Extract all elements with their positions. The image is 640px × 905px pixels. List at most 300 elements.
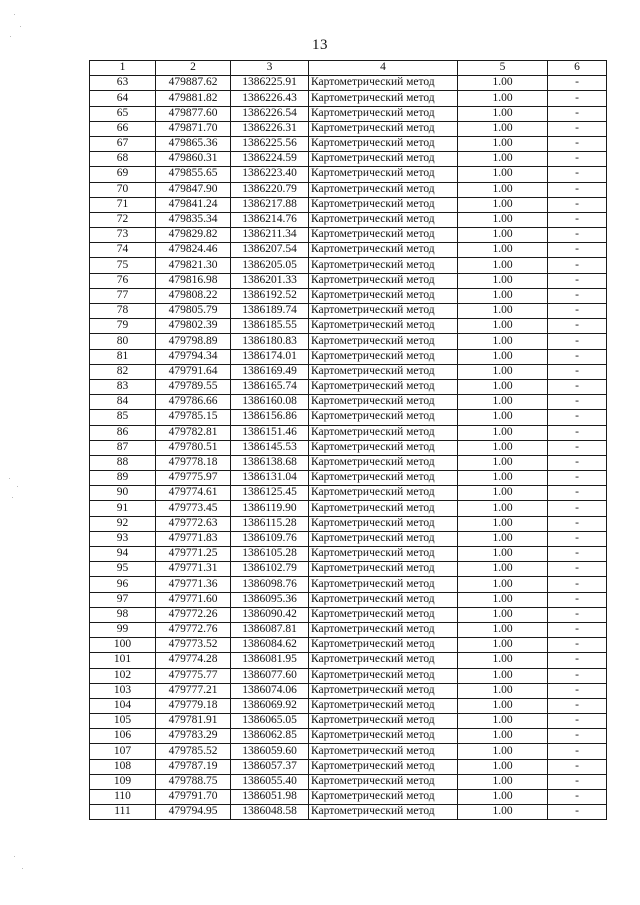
point-number-cell: 83 xyxy=(90,379,156,394)
accuracy-cell: 1.00 xyxy=(458,744,548,759)
x-coordinate-cell: 479847.90 xyxy=(156,182,231,197)
y-coordinate-cell: 1386119.90 xyxy=(231,501,309,516)
method-cell: Картометрический метод xyxy=(309,714,458,729)
point-number-cell: 68 xyxy=(90,152,156,167)
note-cell: - xyxy=(548,410,607,425)
method-cell: Картометрический метод xyxy=(309,774,458,789)
note-cell: - xyxy=(548,243,607,258)
y-coordinate-cell: 1386165.74 xyxy=(231,379,309,394)
accuracy-cell: 1.00 xyxy=(458,638,548,653)
header-col-3: 3 xyxy=(231,61,309,76)
method-cell: Картометрический метод xyxy=(309,516,458,531)
accuracy-cell: 1.00 xyxy=(458,304,548,319)
point-number-cell: 79 xyxy=(90,319,156,334)
table-row xyxy=(90,212,607,227)
note-cell: - xyxy=(548,152,607,167)
table-row xyxy=(90,714,607,729)
x-coordinate-cell: 479787.19 xyxy=(156,759,231,774)
accuracy-cell: 1.00 xyxy=(458,121,548,136)
note-cell: - xyxy=(548,698,607,713)
y-coordinate-cell: 1386224.59 xyxy=(231,152,309,167)
y-coordinate-cell: 1386051.98 xyxy=(231,790,309,805)
method-cell: Картометрический метод xyxy=(309,288,458,303)
table-row xyxy=(90,592,607,607)
scan-speck xyxy=(17,486,18,487)
point-number-cell: 71 xyxy=(90,197,156,212)
x-coordinate-cell: 479781.91 xyxy=(156,714,231,729)
x-coordinate-cell: 479824.46 xyxy=(156,243,231,258)
table-row xyxy=(90,622,607,637)
x-coordinate-cell: 479802.39 xyxy=(156,319,231,334)
method-cell: Картометрический метод xyxy=(309,562,458,577)
point-number-cell: 87 xyxy=(90,440,156,455)
accuracy-cell: 1.00 xyxy=(458,182,548,197)
note-cell: - xyxy=(548,288,607,303)
y-coordinate-cell: 1386098.76 xyxy=(231,577,309,592)
accuracy-cell: 1.00 xyxy=(458,607,548,622)
x-coordinate-cell: 479775.97 xyxy=(156,471,231,486)
table-row xyxy=(90,395,607,410)
point-number-cell: 89 xyxy=(90,471,156,486)
accuracy-cell: 1.00 xyxy=(458,774,548,789)
note-cell: - xyxy=(548,197,607,212)
point-number-cell: 82 xyxy=(90,364,156,379)
x-coordinate-cell: 479788.75 xyxy=(156,774,231,789)
table-row xyxy=(90,440,607,455)
note-cell: - xyxy=(548,486,607,501)
accuracy-cell: 1.00 xyxy=(458,471,548,486)
point-number-cell: 109 xyxy=(90,774,156,789)
method-cell: Картометрический метод xyxy=(309,790,458,805)
note-cell: - xyxy=(548,714,607,729)
y-coordinate-cell: 1386207.54 xyxy=(231,243,309,258)
x-coordinate-cell: 479855.65 xyxy=(156,167,231,182)
note-cell: - xyxy=(548,729,607,744)
point-number-cell: 74 xyxy=(90,243,156,258)
y-coordinate-cell: 1386084.62 xyxy=(231,638,309,653)
note-cell: - xyxy=(548,182,607,197)
accuracy-cell: 1.00 xyxy=(458,212,548,227)
y-coordinate-cell: 1386090.42 xyxy=(231,607,309,622)
table-row xyxy=(90,562,607,577)
note-cell: - xyxy=(548,653,607,668)
note-cell: - xyxy=(548,562,607,577)
table-row xyxy=(90,607,607,622)
accuracy-cell: 1.00 xyxy=(458,592,548,607)
point-number-cell: 85 xyxy=(90,410,156,425)
y-coordinate-cell: 1386055.40 xyxy=(231,774,309,789)
header-col-5: 5 xyxy=(458,61,548,76)
accuracy-cell: 1.00 xyxy=(458,790,548,805)
table-row xyxy=(90,455,607,470)
x-coordinate-cell: 479772.63 xyxy=(156,516,231,531)
table-row xyxy=(90,91,607,106)
accuracy-cell: 1.00 xyxy=(458,440,548,455)
y-coordinate-cell: 1386138.68 xyxy=(231,455,309,470)
point-number-cell: 97 xyxy=(90,592,156,607)
point-number-cell: 81 xyxy=(90,349,156,364)
x-coordinate-cell: 479887.62 xyxy=(156,76,231,91)
note-cell: - xyxy=(548,136,607,151)
note-cell: - xyxy=(548,607,607,622)
method-cell: Картометрический метод xyxy=(309,653,458,668)
x-coordinate-cell: 479775.77 xyxy=(156,668,231,683)
y-coordinate-cell: 1386225.91 xyxy=(231,76,309,91)
x-coordinate-cell: 479772.76 xyxy=(156,622,231,637)
note-cell: - xyxy=(548,501,607,516)
table-row xyxy=(90,258,607,273)
point-number-cell: 104 xyxy=(90,698,156,713)
accuracy-cell: 1.00 xyxy=(458,76,548,91)
accuracy-cell: 1.00 xyxy=(458,136,548,151)
note-cell: - xyxy=(548,759,607,774)
x-coordinate-cell: 479841.24 xyxy=(156,197,231,212)
note-cell: - xyxy=(548,683,607,698)
x-coordinate-cell: 479780.51 xyxy=(156,440,231,455)
method-cell: Картометрический метод xyxy=(309,698,458,713)
method-cell: Картометрический метод xyxy=(309,729,458,744)
scan-speck xyxy=(10,36,11,37)
method-cell: Картометрический метод xyxy=(309,76,458,91)
accuracy-cell: 1.00 xyxy=(458,516,548,531)
accuracy-cell: 1.00 xyxy=(458,364,548,379)
accuracy-cell: 1.00 xyxy=(458,379,548,394)
scan-speck xyxy=(14,14,15,15)
y-coordinate-cell: 1386189.74 xyxy=(231,304,309,319)
accuracy-cell: 1.00 xyxy=(458,258,548,273)
note-cell: - xyxy=(548,425,607,440)
table-row xyxy=(90,364,607,379)
table-row xyxy=(90,486,607,501)
y-coordinate-cell: 1386062.85 xyxy=(231,729,309,744)
point-number-cell: 106 xyxy=(90,729,156,744)
y-coordinate-cell: 1386225.56 xyxy=(231,136,309,151)
y-coordinate-cell: 1386105.28 xyxy=(231,547,309,562)
table-row xyxy=(90,121,607,136)
method-cell: Картометрический метод xyxy=(309,319,458,334)
y-coordinate-cell: 1386174.01 xyxy=(231,349,309,364)
y-coordinate-cell: 1386069.92 xyxy=(231,698,309,713)
method-cell: Картометрический метод xyxy=(309,273,458,288)
point-number-cell: 90 xyxy=(90,486,156,501)
table-row xyxy=(90,76,607,91)
note-cell: - xyxy=(548,258,607,273)
x-coordinate-cell: 479821.30 xyxy=(156,258,231,273)
accuracy-cell: 1.00 xyxy=(458,698,548,713)
point-number-cell: 69 xyxy=(90,167,156,182)
table-row xyxy=(90,501,607,516)
method-cell: Картометрический метод xyxy=(309,577,458,592)
x-coordinate-cell: 479774.28 xyxy=(156,653,231,668)
method-cell: Картометрический метод xyxy=(309,395,458,410)
table-row xyxy=(90,774,607,789)
method-cell: Картометрический метод xyxy=(309,410,458,425)
y-coordinate-cell: 1386185.55 xyxy=(231,319,309,334)
accuracy-cell: 1.00 xyxy=(458,106,548,121)
note-cell: - xyxy=(548,121,607,136)
table-row xyxy=(90,516,607,531)
accuracy-cell: 1.00 xyxy=(458,425,548,440)
y-coordinate-cell: 1386151.46 xyxy=(231,425,309,440)
table-row xyxy=(90,653,607,668)
accuracy-cell: 1.00 xyxy=(458,273,548,288)
note-cell: - xyxy=(548,455,607,470)
table-row xyxy=(90,288,607,303)
x-coordinate-cell: 479865.36 xyxy=(156,136,231,151)
table-row xyxy=(90,410,607,425)
point-number-cell: 75 xyxy=(90,258,156,273)
note-cell: - xyxy=(548,304,607,319)
point-number-cell: 86 xyxy=(90,425,156,440)
point-number-cell: 111 xyxy=(90,805,156,820)
point-number-cell: 93 xyxy=(90,531,156,546)
table-row xyxy=(90,744,607,759)
method-cell: Картометрический метод xyxy=(309,759,458,774)
x-coordinate-cell: 479771.36 xyxy=(156,577,231,592)
x-coordinate-cell: 479773.52 xyxy=(156,638,231,653)
note-cell: - xyxy=(548,349,607,364)
x-coordinate-cell: 479877.60 xyxy=(156,106,231,121)
x-coordinate-cell: 479777.21 xyxy=(156,683,231,698)
x-coordinate-cell: 479789.55 xyxy=(156,379,231,394)
accuracy-cell: 1.00 xyxy=(458,455,548,470)
y-coordinate-cell: 1386102.79 xyxy=(231,562,309,577)
method-cell: Картометрический метод xyxy=(309,212,458,227)
table-row xyxy=(90,759,607,774)
method-cell: Картометрический метод xyxy=(309,152,458,167)
note-cell: - xyxy=(548,379,607,394)
note-cell: - xyxy=(548,622,607,637)
point-number-cell: 107 xyxy=(90,744,156,759)
point-number-cell: 110 xyxy=(90,790,156,805)
note-cell: - xyxy=(548,212,607,227)
y-coordinate-cell: 1386205.05 xyxy=(231,258,309,273)
header-col-1: 1 xyxy=(90,61,156,76)
point-number-cell: 77 xyxy=(90,288,156,303)
table-row xyxy=(90,167,607,182)
y-coordinate-cell: 1386059.60 xyxy=(231,744,309,759)
y-coordinate-cell: 1386214.76 xyxy=(231,212,309,227)
x-coordinate-cell: 479783.29 xyxy=(156,729,231,744)
y-coordinate-cell: 1386211.34 xyxy=(231,228,309,243)
x-coordinate-cell: 479871.70 xyxy=(156,121,231,136)
table-row xyxy=(90,790,607,805)
x-coordinate-cell: 479772.26 xyxy=(156,607,231,622)
table-row xyxy=(90,182,607,197)
method-cell: Картометрический метод xyxy=(309,501,458,516)
table-row xyxy=(90,273,607,288)
x-coordinate-cell: 479779.18 xyxy=(156,698,231,713)
y-coordinate-cell: 1386074.06 xyxy=(231,683,309,698)
y-coordinate-cell: 1386081.95 xyxy=(231,653,309,668)
accuracy-cell: 1.00 xyxy=(458,228,548,243)
accuracy-cell: 1.00 xyxy=(458,501,548,516)
note-cell: - xyxy=(548,440,607,455)
table-header-row xyxy=(90,61,607,76)
method-cell: Картометрический метод xyxy=(309,258,458,273)
y-coordinate-cell: 1386223.40 xyxy=(231,167,309,182)
header-col-6: 6 xyxy=(548,61,607,76)
method-cell: Картометрический метод xyxy=(309,91,458,106)
table-row xyxy=(90,379,607,394)
table-row xyxy=(90,531,607,546)
accuracy-cell: 1.00 xyxy=(458,349,548,364)
x-coordinate-cell: 479771.25 xyxy=(156,547,231,562)
method-cell: Картометрический метод xyxy=(309,622,458,637)
table-row xyxy=(90,197,607,212)
note-cell: - xyxy=(548,76,607,91)
x-coordinate-cell: 479808.22 xyxy=(156,288,231,303)
accuracy-cell: 1.00 xyxy=(458,486,548,501)
note-cell: - xyxy=(548,471,607,486)
method-cell: Картометрический метод xyxy=(309,531,458,546)
table-row xyxy=(90,319,607,334)
table-row xyxy=(90,698,607,713)
accuracy-cell: 1.00 xyxy=(458,714,548,729)
header-col-2: 2 xyxy=(156,61,231,76)
y-coordinate-cell: 1386226.31 xyxy=(231,121,309,136)
y-coordinate-cell: 1386095.36 xyxy=(231,592,309,607)
table-row xyxy=(90,349,607,364)
method-cell: Картометрический метод xyxy=(309,440,458,455)
method-cell: Картометрический метод xyxy=(309,668,458,683)
accuracy-cell: 1.00 xyxy=(458,152,548,167)
x-coordinate-cell: 479774.61 xyxy=(156,486,231,501)
y-coordinate-cell: 1386169.49 xyxy=(231,364,309,379)
method-cell: Картометрический метод xyxy=(309,471,458,486)
coordinates-table xyxy=(89,60,607,820)
accuracy-cell: 1.00 xyxy=(458,197,548,212)
method-cell: Картометрический метод xyxy=(309,197,458,212)
note-cell: - xyxy=(548,774,607,789)
table-row xyxy=(90,668,607,683)
note-cell: - xyxy=(548,790,607,805)
table-row xyxy=(90,577,607,592)
accuracy-cell: 1.00 xyxy=(458,729,548,744)
table-row xyxy=(90,334,607,349)
x-coordinate-cell: 479794.34 xyxy=(156,349,231,364)
note-cell: - xyxy=(548,91,607,106)
table-row xyxy=(90,243,607,258)
y-coordinate-cell: 1386180.83 xyxy=(231,334,309,349)
point-number-cell: 78 xyxy=(90,304,156,319)
method-cell: Картометрический метод xyxy=(309,121,458,136)
note-cell: - xyxy=(548,395,607,410)
y-coordinate-cell: 1386131.04 xyxy=(231,471,309,486)
point-number-cell: 101 xyxy=(90,653,156,668)
point-number-cell: 76 xyxy=(90,273,156,288)
point-number-cell: 67 xyxy=(90,136,156,151)
table-row xyxy=(90,805,607,820)
point-number-cell: 95 xyxy=(90,562,156,577)
note-cell: - xyxy=(548,547,607,562)
method-cell: Картометрический метод xyxy=(309,334,458,349)
note-cell: - xyxy=(548,106,607,121)
method-cell: Картометрический метод xyxy=(309,805,458,820)
table-row xyxy=(90,425,607,440)
point-number-cell: 91 xyxy=(90,501,156,516)
scan-speck xyxy=(12,497,13,498)
x-coordinate-cell: 479773.45 xyxy=(156,501,231,516)
scan-speck xyxy=(14,856,15,857)
table-row xyxy=(90,471,607,486)
method-cell: Картометрический метод xyxy=(309,349,458,364)
point-number-cell: 73 xyxy=(90,228,156,243)
method-cell: Картометрический метод xyxy=(309,243,458,258)
accuracy-cell: 1.00 xyxy=(458,547,548,562)
table-row xyxy=(90,136,607,151)
point-number-cell: 80 xyxy=(90,334,156,349)
table-row xyxy=(90,638,607,653)
x-coordinate-cell: 479860.31 xyxy=(156,152,231,167)
note-cell: - xyxy=(548,364,607,379)
point-number-cell: 70 xyxy=(90,182,156,197)
y-coordinate-cell: 1386160.08 xyxy=(231,395,309,410)
y-coordinate-cell: 1386065.05 xyxy=(231,714,309,729)
x-coordinate-cell: 479778.18 xyxy=(156,455,231,470)
point-number-cell: 108 xyxy=(90,759,156,774)
x-coordinate-cell: 479816.98 xyxy=(156,273,231,288)
y-coordinate-cell: 1386226.54 xyxy=(231,106,309,121)
point-number-cell: 72 xyxy=(90,212,156,227)
y-coordinate-cell: 1386217.88 xyxy=(231,197,309,212)
accuracy-cell: 1.00 xyxy=(458,395,548,410)
method-cell: Картометрический метод xyxy=(309,425,458,440)
note-cell: - xyxy=(548,668,607,683)
x-coordinate-cell: 479785.52 xyxy=(156,744,231,759)
y-coordinate-cell: 1386087.81 xyxy=(231,622,309,637)
note-cell: - xyxy=(548,516,607,531)
method-cell: Картометрический метод xyxy=(309,455,458,470)
x-coordinate-cell: 479791.64 xyxy=(156,364,231,379)
note-cell: - xyxy=(548,273,607,288)
method-cell: Картометрический метод xyxy=(309,592,458,607)
method-cell: Картометрический метод xyxy=(309,228,458,243)
y-coordinate-cell: 1386145.53 xyxy=(231,440,309,455)
scan-speck xyxy=(22,868,23,869)
table-row xyxy=(90,547,607,562)
method-cell: Картометрический метод xyxy=(309,136,458,151)
accuracy-cell: 1.00 xyxy=(458,562,548,577)
x-coordinate-cell: 479771.31 xyxy=(156,562,231,577)
accuracy-cell: 1.00 xyxy=(458,668,548,683)
note-cell: - xyxy=(548,577,607,592)
accuracy-cell: 1.00 xyxy=(458,91,548,106)
point-number-cell: 92 xyxy=(90,516,156,531)
note-cell: - xyxy=(548,744,607,759)
table-row xyxy=(90,304,607,319)
x-coordinate-cell: 479881.82 xyxy=(156,91,231,106)
method-cell: Картометрический метод xyxy=(309,744,458,759)
table-row xyxy=(90,106,607,121)
x-coordinate-cell: 479805.79 xyxy=(156,304,231,319)
x-coordinate-cell: 479785.15 xyxy=(156,410,231,425)
method-cell: Картометрический метод xyxy=(309,638,458,653)
scan-speck xyxy=(9,478,10,479)
point-number-cell: 99 xyxy=(90,622,156,637)
method-cell: Картометрический метод xyxy=(309,364,458,379)
accuracy-cell: 1.00 xyxy=(458,577,548,592)
table-row xyxy=(90,729,607,744)
point-number-cell: 105 xyxy=(90,714,156,729)
table-row xyxy=(90,683,607,698)
point-number-cell: 64 xyxy=(90,91,156,106)
y-coordinate-cell: 1386109.76 xyxy=(231,531,309,546)
accuracy-cell: 1.00 xyxy=(458,759,548,774)
accuracy-cell: 1.00 xyxy=(458,167,548,182)
y-coordinate-cell: 1386220.79 xyxy=(231,182,309,197)
note-cell: - xyxy=(548,638,607,653)
